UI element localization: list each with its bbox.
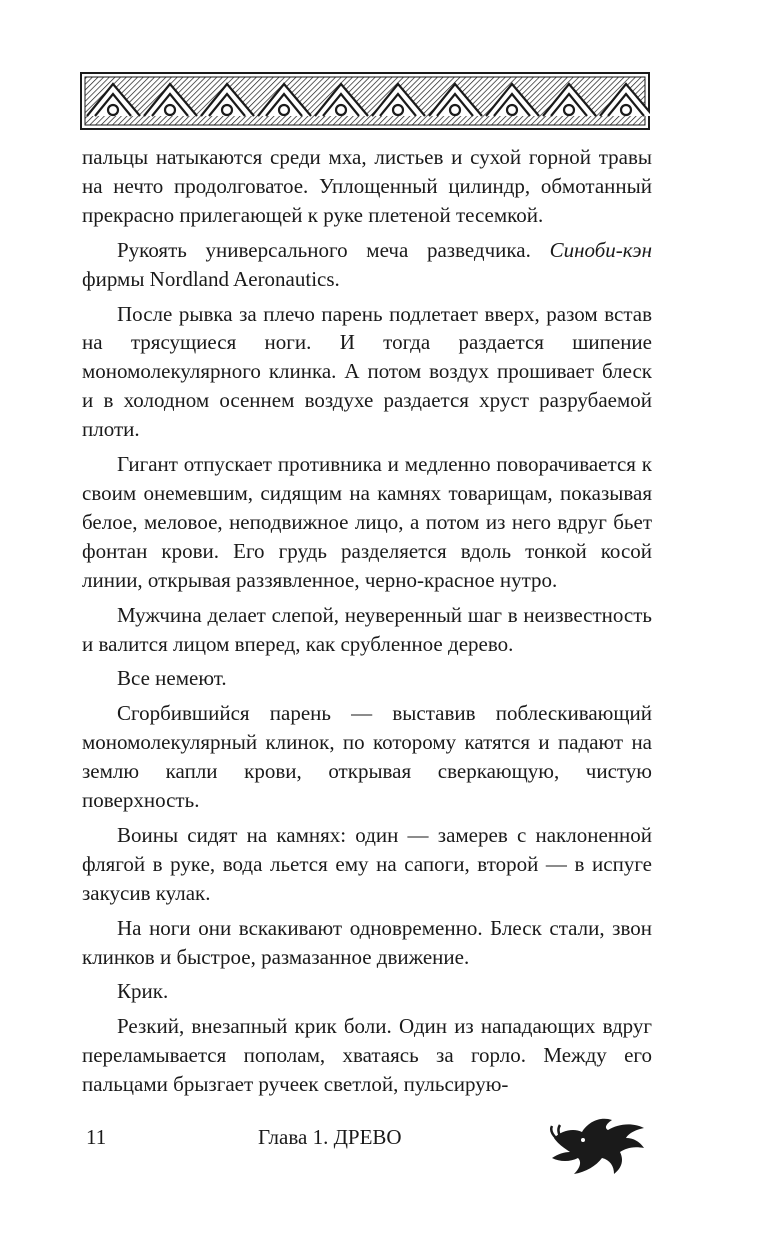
ornament-loop: [621, 105, 631, 115]
paragraph-6: Все немеют.: [117, 666, 227, 691]
ornament-loop: [450, 105, 460, 115]
ornament-loop: [393, 105, 403, 115]
paragraph-2-emphasis: Синоби-кэн: [549, 237, 652, 262]
paragraph-11: Резкий, внезапный крик боли. Один из нападающих вдруг переламывается пополам, хватаясь за горло. Между его пальцами брызгает ручеек светлой, пульсирую-: [82, 1014, 652, 1097]
paragraph-2-text: Рукоять универсального меча разведчика.: [117, 237, 550, 262]
paragraph-4: Гигант отпускает противника и медленно поворачивается к своим онемевшим, сидящим на камнях товарищам, показывая белое, меловое, неподвижное лицо, а потом из него вдруг бьет фонтан крови. Его грудь разделяется вдоль тонкой косой линии, открывая раззявленное, черно-красное нутро.: [82, 452, 652, 592]
paragraph-2-tail: фирмы Nordland Aeronautics.: [82, 266, 340, 291]
paragraph-10: Крик.: [117, 979, 169, 1004]
paragraph-7: Сгорбившийся парень — выставив поблескивающий мономолекулярный клинок, по которому катятся и падают на землю капли крови, открывая сверкающую, чистую поверхность.: [82, 701, 652, 813]
paragraph-8: Воины сидят на камнях: один — замерев с наклоненной флягой в руке, вода льется ему на сапоги, второй — в испуге закусив кулак.: [82, 822, 652, 905]
paragraph-1: пальцы натыкаются среди мха, листьев и сухой горной травы на нечто продолговатое. Уплощенный цилиндр, обмотанный прекрасно прилегающей к руке плетеной тесемкой.: [82, 145, 652, 227]
paragraph-9: На ноги они вскакивают одновременно. Блеск стали, звон клинков и быстрое, размазанное движение.: [82, 915, 652, 969]
body-text: [82, 143, 652, 1105]
ornament-loop: [108, 105, 118, 115]
braided-ornament-band-icon: [80, 72, 650, 130]
ornament-loop: [222, 105, 232, 115]
page-number: 11: [86, 1125, 107, 1149]
ornament-loop: [165, 105, 175, 115]
ornament-loop: [507, 105, 517, 115]
ornament-loop: [564, 105, 574, 115]
paragraph-3: После рывка за плечо парень подлетает вверх, разом встав на трясущиеся ноги. И тогда раздается шипение мономолекулярного клинка. А потом воздух прошивает блеск и в холодном осеннем воздухе раздается хруст разрубаемой плоти.: [82, 301, 652, 442]
running-head: Глава 1. ДРЕВО: [258, 1125, 402, 1149]
paragraph-2: [82, 236, 652, 294]
paragraph-5: Мужчина делает слепой, неуверенный шаг в неизвестность и валится лицом вперед, как срубленное дерево.: [82, 602, 652, 656]
ornament-loop: [336, 105, 346, 115]
dragon-silhouette-icon: [548, 1108, 648, 1180]
ornament-loop: [279, 105, 289, 115]
